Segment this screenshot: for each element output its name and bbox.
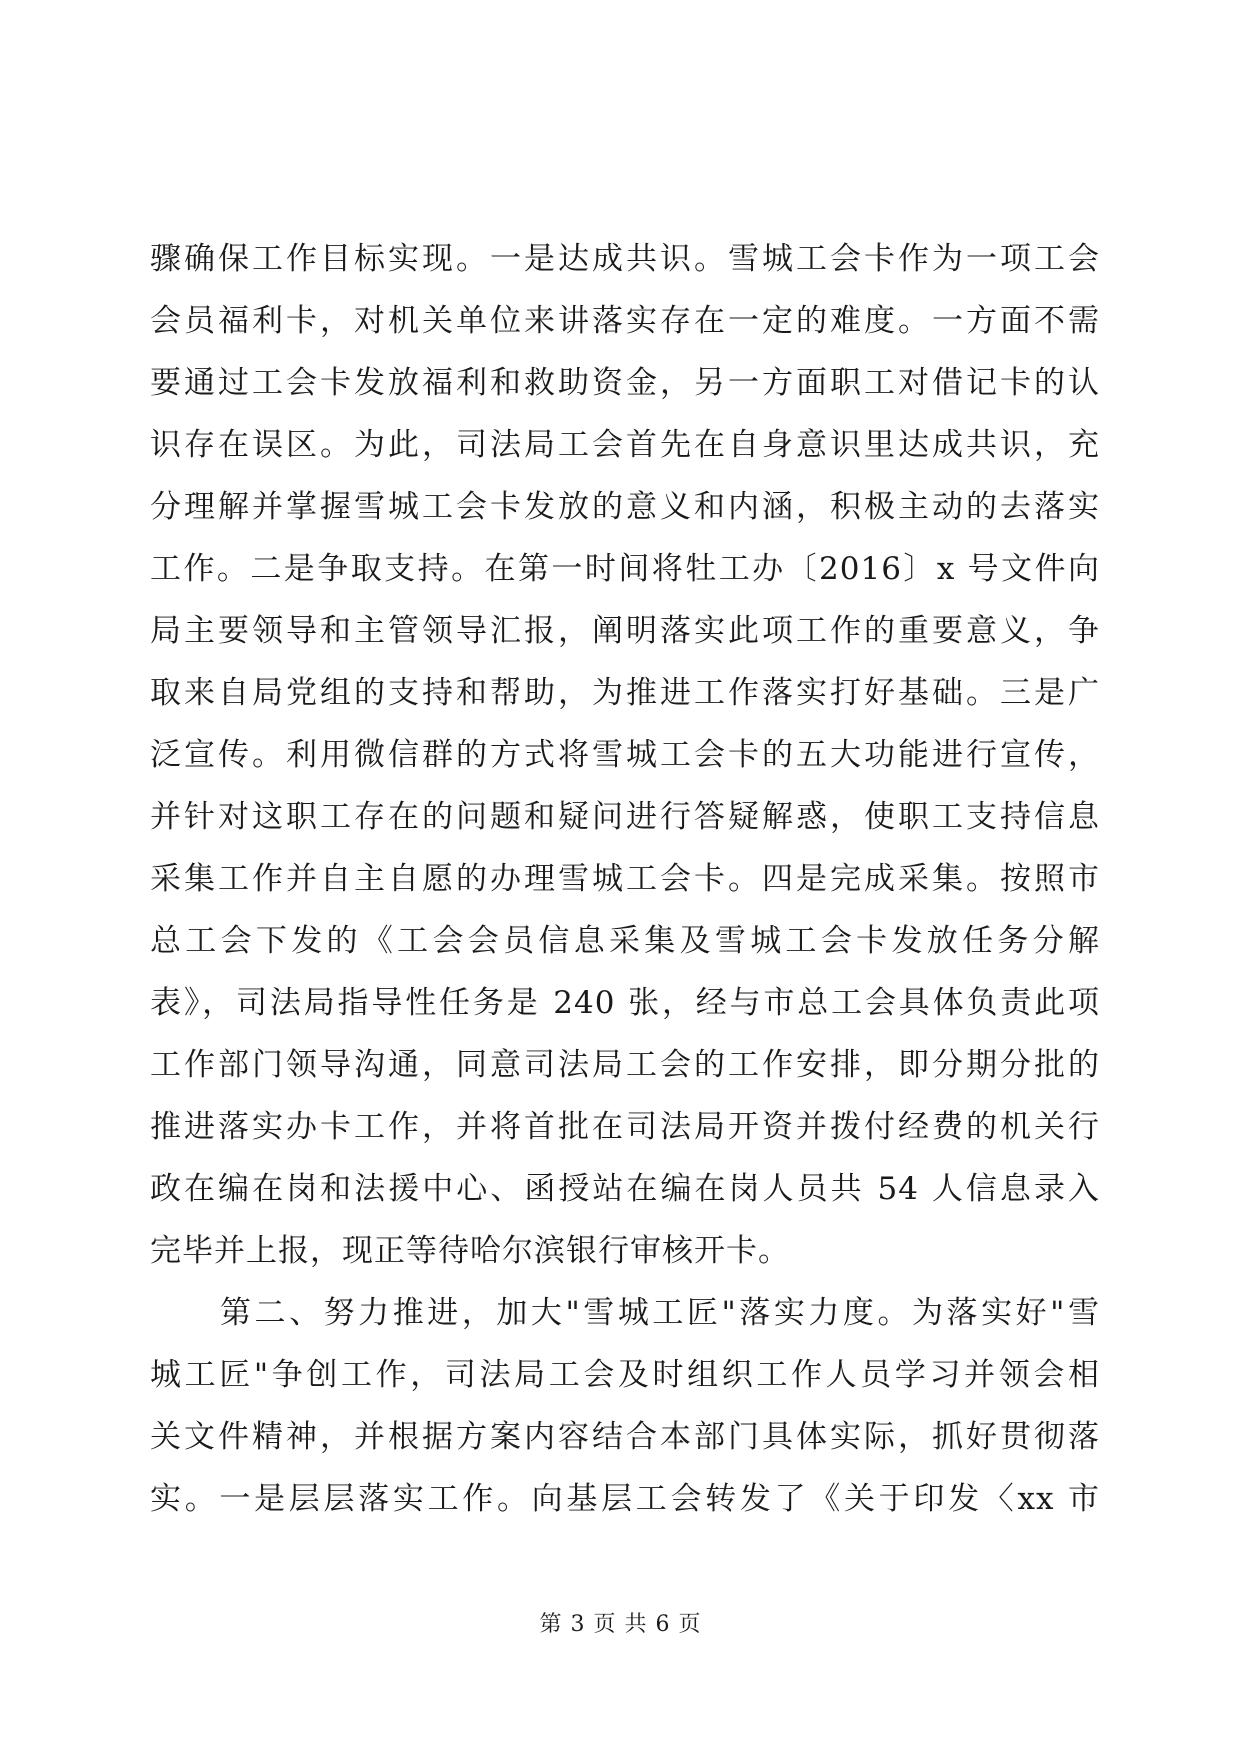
text-line: 会员福利卡，对机关单位来讲落实存在一定的难度。一方面不需 (150, 303, 1100, 339)
text-line: 表》，司法局指导性任务是 240 张，经与市总工会具体负责此项 (150, 985, 1100, 1021)
text-line: 城工匠"争创工作，司法局工会及时组织工作人员学习并领会相 (150, 1357, 1100, 1393)
text-line: 骤确保工作目标实现。一是达成共识。雪城工会卡作为一项工会 (150, 241, 1100, 277)
text-line: 政在编在岗和法援中心、函授站在编在岗人员共 54 人信息录入 (150, 1171, 1100, 1207)
text-line: 完毕并上报，现正等待哈尔滨银行审核开卡。 (150, 1233, 790, 1269)
paragraph-start-line: 第二、努力推进，加大"雪城工匠"落实力度。为落实好"雪 (220, 1295, 1100, 1331)
text-line: 采集工作并自主自愿的办理雪城工会卡。四是完成采集。按照市 (150, 861, 1100, 897)
text-line: 分理解并掌握雪城工会卡发放的意义和内涵，积极主动的去落实 (150, 489, 1100, 525)
body-text (150, 228, 1100, 1530)
text-line: 推进落实办卡工作，并将首批在司法局开资并拨付经费的机关行 (150, 1109, 1100, 1145)
text-line: 识存在误区。为此，司法局工会首先在自身意识里达成共识，充 (150, 427, 1100, 463)
text-line: 取来自局党组的支持和帮助，为推进工作落实打好基础。三是广 (150, 675, 1100, 711)
text-line: 关文件精神，并根据方案内容结合本部门具体实际，抓好贯彻落 (150, 1419, 1100, 1455)
text-line: 工作。二是争取支持。在第一时间将牡工办〔2016〕x 号文件向 (150, 551, 1100, 587)
text-line: 总工会下发的《工会会员信息采集及雪城工会卡发放任务分解 (150, 923, 1100, 959)
text-line: 局主要领导和主管领导汇报，阐明落实此项工作的重要意义，争 (150, 613, 1100, 649)
text-line: 工作部门领导沟通，同意司法局工会的工作安排，即分期分批的 (150, 1047, 1100, 1083)
page-footer: 第 3 页 共 6 页 (539, 1612, 702, 1637)
text-line: 实。一是层层落实工作。向基层工会转发了《关于印发〈xx 市 (150, 1481, 1100, 1517)
text-line: 要通过工会卡发放福利和救助资金，另一方面职工对借记卡的认 (150, 365, 1100, 401)
text-line: 泛宣传。利用微信群的方式将雪城工会卡的五大功能进行宣传， (150, 737, 1100, 773)
text-line: 并针对这职工存在的问题和疑问进行答疑解惑，使职工支持信息 (150, 799, 1100, 835)
